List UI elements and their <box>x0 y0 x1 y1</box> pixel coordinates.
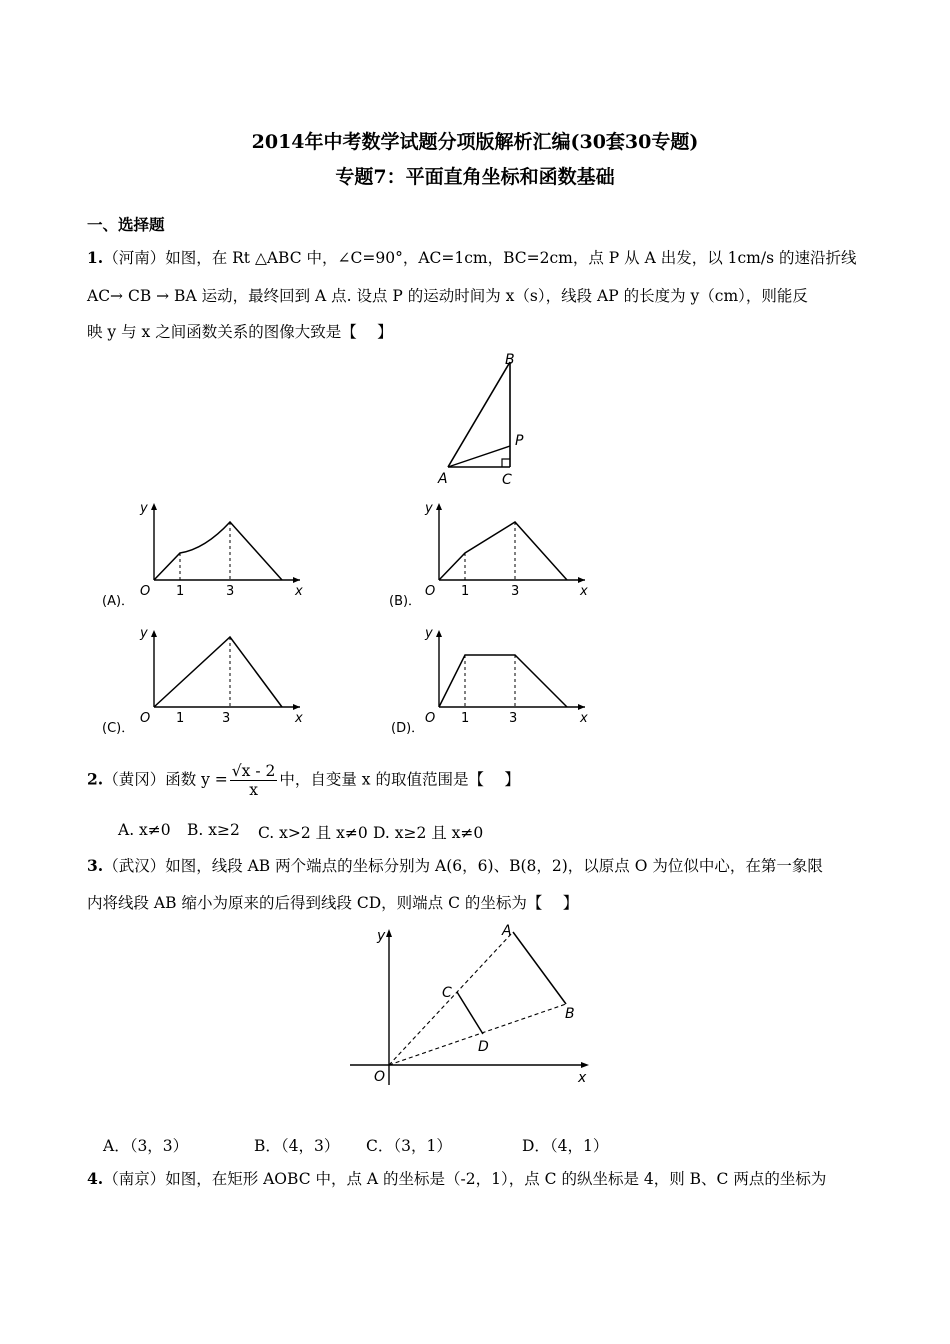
q2-option-d: D. x≥2 且 x≠0 <box>373 824 484 842</box>
q4-number: 4. <box>87 1169 104 1188</box>
graph-option-D <box>385 622 595 737</box>
graphB-y-label: y <box>425 501 433 516</box>
graphB-label: (B)． <box>389 594 422 609</box>
graphB-origin: O <box>425 584 436 599</box>
q1-label-P: P <box>515 433 524 449</box>
q1-label-B: B <box>505 352 515 368</box>
q3-line2: 内将线段 AB 缩小为原来的后得到线段 CD，则端点 C 的坐标为【 】 <box>87 894 579 912</box>
graphB-tick-3: 3 <box>511 584 520 599</box>
graphB-x-label: x <box>580 584 588 599</box>
q1-triangle-figure <box>430 350 530 490</box>
q3-label-D: D <box>478 1039 489 1055</box>
graphC-tick-3: 3 <box>222 711 231 726</box>
graphA-origin: O <box>140 584 151 599</box>
q4-line1: 4.（南京）如图，在矩形 AOBC 中，点 A 的坐标是（-2，1），点 C 的纵坐标是 4，则 B、C 两点的坐标为 <box>87 1169 827 1188</box>
graph-option-A <box>100 495 310 615</box>
q3-y-label: y <box>377 928 386 944</box>
q3-option-c: C．（3，1） <box>366 1137 452 1155</box>
graphB-tick-1: 1 <box>461 584 470 599</box>
document-title: 2014年中考数学试题分项版解析汇编(30套30专题) <box>251 131 699 153</box>
graphC-y-label: y <box>140 626 148 641</box>
q2-option-a: A. x≠0 <box>118 821 171 839</box>
graphA-tick-1: 1 <box>176 584 185 599</box>
q3-origin: O <box>374 1069 386 1085</box>
graphD-tick-3: 3 <box>509 711 518 726</box>
q2-numerator: √x - 2 <box>231 762 276 780</box>
graphD-x-label: x <box>580 711 588 726</box>
q2-option-c: C. x>2 且 x≠0 <box>258 824 368 842</box>
q3-label-A: A <box>502 923 512 939</box>
graphA-y-label: y <box>140 501 148 516</box>
graphC-origin: O <box>140 711 151 726</box>
q2-fraction <box>230 762 278 799</box>
section-heading: 一、选择题 <box>87 215 165 234</box>
graphD-tick-1: 1 <box>461 711 470 726</box>
q3-coordinate-figure <box>345 920 605 1090</box>
q3-label-C: C <box>442 985 452 1001</box>
graphC-tick-1: 1 <box>176 711 185 726</box>
q2-option-b: B. x≥2 <box>187 821 240 839</box>
graphC-x-label: x <box>295 711 303 726</box>
q1-label-A: A <box>438 471 448 487</box>
q3-number: 3. <box>87 856 104 875</box>
q1-number: 1. <box>87 248 104 267</box>
graphC-label: (C)． <box>102 721 135 736</box>
q2-line1: 2.（黄冈）函数 y = $\frac{√x - 2}{x}$ 中，自变量 x 的取值范围是【 】 <box>87 762 520 799</box>
graphD-label: (D)． <box>391 721 425 736</box>
graphA-label: (A)． <box>102 594 135 609</box>
q1-line1: 1.（河南）如图，在 Rt △ABC 中，∠C=90°，AC=1cm，BC=2cm，点 P 从 A 出发，以 1cm/s 的速沿折线 <box>87 248 857 267</box>
q3-option-b: B．（4，3） <box>254 1137 340 1155</box>
document-subtitle: 专题7：平面直角坐标和函数基础 <box>335 166 615 188</box>
graphA-x-label: x <box>295 584 303 599</box>
graph-option-C <box>100 622 310 737</box>
graphD-y-label: y <box>425 626 433 641</box>
q3-option-d: D．（4，1） <box>522 1137 609 1155</box>
q1-label-C: C <box>502 472 512 488</box>
graphD-origin: O <box>425 711 436 726</box>
q3-option-a: A．（3，3） <box>103 1137 189 1155</box>
q2-denominator: x <box>249 781 258 799</box>
q1-line3: 映 y 与 x 之间函数关系的图像大致是【 】 <box>87 323 393 341</box>
q3-line1: 3.（武汉）如图，线段 AB 两个端点的坐标分别为 A(6，6)、B(8，2)，以原点 O 为位似中心，在第一象限 <box>87 856 823 875</box>
q1-line2: AC→ CB → BA 运动，最终回到 A 点. 设点 P 的运动时间为 x（s），线段 AP 的长度为 y（cm），则能反 <box>87 287 808 305</box>
q2-number: 2. <box>87 769 104 789</box>
graphA-tick-3: 3 <box>226 584 235 599</box>
q3-label-B: B <box>565 1006 575 1022</box>
q3-x-label: x <box>578 1070 587 1086</box>
graph-option-B <box>385 495 595 615</box>
